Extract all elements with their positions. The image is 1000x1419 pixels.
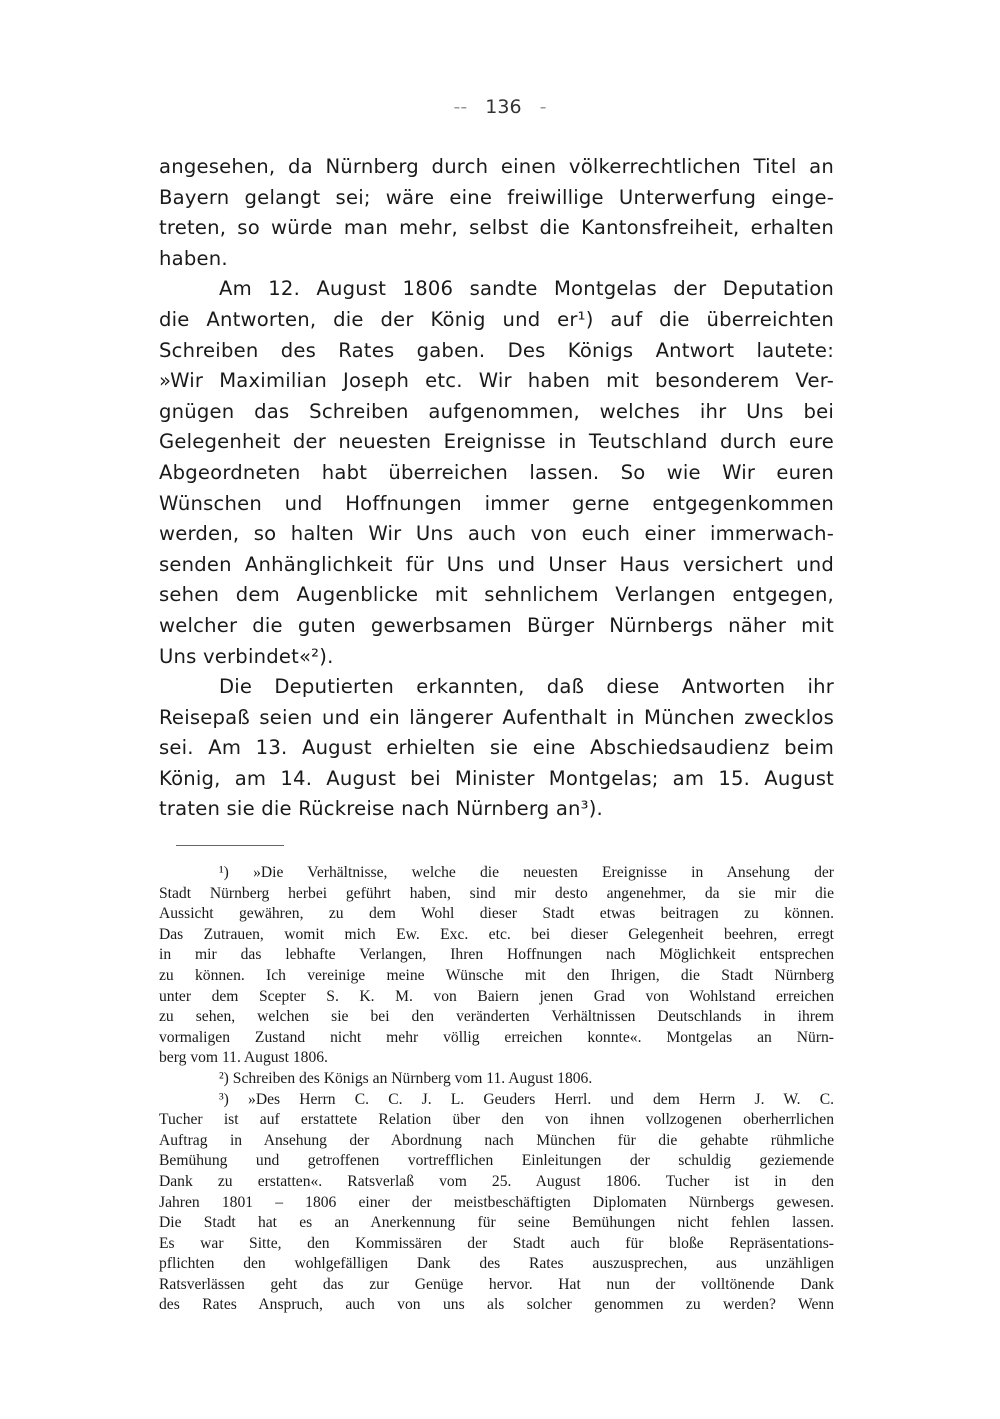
body-line: sehen dem Augenblicke mit sehnlichem Verlangen entgegen, — [159, 583, 834, 607]
body-line: senden Anhänglichkeit für Uns und Unser Haus versichert und — [159, 552, 834, 576]
body-line: sei. Am 13. August erhielten sie eine Abschiedsaudienz beim — [159, 736, 834, 760]
body-line: traten sie die Rückreise nach Nürnberg an³). — [159, 797, 603, 821]
body-line: Am 12. August 1806 sandte Montgelas der Deputation — [219, 277, 834, 301]
body-line: Gelegenheit der neuesten Ereignisse in Teutschland durch eure — [159, 430, 834, 454]
footnote-line: vormaligen Zustand nicht mehr völlig erreichen konnte«. Montgelas an Nürn- — [159, 1028, 834, 1046]
body-line: welcher die guten gewerbsamen Bürger Nürnbergs näher mit — [159, 613, 834, 637]
page-header — [0, 96, 1000, 118]
footnote-line: Stadt Nürnberg herbei geführt haben, sind mir desto angenehmer, da sie mir die — [159, 884, 834, 902]
body-line: »Wir Maximilian Joseph etc. Wir haben mit besonderem Ver- — [159, 369, 834, 393]
footnote-line: Das Zutrauen, womit mich Ew. Exc. etc. bei dieser Gelegenheit beehren, erregt — [159, 925, 834, 943]
body-line: die Antworten, die der König und er¹) auf die überreichten — [159, 307, 834, 331]
footnote-line: in mir das lebhafte Verlangen, Ihren Hoffnungen nach Möglichkeit entsprechen — [159, 946, 834, 964]
footnotes — [159, 863, 834, 1316]
footnote-line: zu können. Ich vereinige meine Wünsche mit den Ihrigen, die Stadt Nürnberg — [159, 966, 834, 984]
body-line: Wünschen und Hoffnungen immer gerne entgegenkommen — [159, 491, 834, 515]
footnote-line: berg vom 11. August 1806. — [159, 1049, 328, 1067]
body-line: Abgeordneten habt überreichen lassen. So wie Wir euren — [159, 460, 834, 484]
body-line: angesehen, da Nürnberg durch einen völkerrechtlichen Titel an — [159, 155, 834, 178]
footnote-separator — [176, 845, 284, 846]
footnote-line: zu sehen, welchen sie bei den veränderten Verhältnissen Deutschlands in ihrem — [159, 1008, 834, 1026]
body-line: gnügen das Schreiben aufgenommen, welches ihr Uns bei — [159, 399, 834, 423]
footnote-line: unter dem Scepter S. K. M. von Baiern jenen Grad von Wohlstand erreichen — [159, 987, 834, 1005]
body-text — [159, 152, 834, 825]
footnote-line: Jahren 1801 – 1806 einer der meistbeschäftigten Diplomaten Nürnbergs gewesen. — [159, 1193, 834, 1211]
footnote-line: Tucher ist auf erstattete Relation über den von ihnen vollzogenen oberherrlichen — [159, 1111, 834, 1129]
body-line: haben. — [159, 246, 228, 270]
footnote-line: Aussicht gewähren, zu dem Wohl dieser Stadt etwas beitragen zu können. — [159, 905, 834, 923]
body-line: König, am 14. August bei Minister Montgelas; am 15. August — [159, 766, 834, 790]
body-line: Bayern gelangt sei; wäre eine freiwillige Unterwerfung einge- — [159, 185, 834, 209]
footnote-line: ³) »Des Herrn C. C. J. L. Geuders Herrl. und dem Herrn J. W. C. — [219, 1090, 834, 1108]
footnote-line: Die Stadt hat es an Anerkennung für seine Bemühungen nicht fehlen lassen. — [159, 1214, 834, 1232]
body-line: werden, so halten Wir Uns auch von euch einer immerwach- — [159, 522, 834, 546]
footnote-line: Es war Sitte, den Kommissären der Stadt auch für bloße Repräsentations- — [159, 1234, 834, 1252]
header-dash-left: -- — [453, 96, 468, 118]
body-line: Schreiben des Rates gaben. Des Königs Antwort lautete: — [159, 338, 834, 362]
body-line: Uns verbindet«²). — [159, 644, 334, 668]
body-line: Die Deputierten erkannten, daß diese Antworten ihr — [219, 675, 834, 699]
footnote-line: des Rates Anspruch, auch von uns als solcher genommen zu werden? Wenn — [159, 1296, 834, 1314]
footnote-line: ²) Schreiben des Königs an Nürnberg vom 11. August 1806. — [219, 1069, 593, 1087]
header-dash-right: - — [539, 96, 547, 118]
footnote-line: Bemühung und getroffenen vortrefflichen Einleitungen der schuldig geziemende — [159, 1152, 834, 1170]
footnote-line: Dank zu erstatten«. Ratsverlaß vom 25. August 1806. Tucher ist in den — [159, 1172, 834, 1190]
page-number: 136 — [485, 96, 522, 118]
footnote-line: ¹) »Die Verhältnisse, welche die neuesten Ereignisse in Ansehung der — [219, 864, 834, 881]
body-line: Reisepaß seien und ein längerer Aufenthalt in München zwecklos — [159, 705, 834, 729]
body-line: treten, so würde man mehr, selbst die Kantonsfreiheit, erhalten — [159, 216, 834, 240]
footnote-line: Auftrag in Ansehung der Abordnung nach München für die gehabte rühmliche — [159, 1131, 834, 1149]
footnote-line: Ratsverlässen geht das zur Genüge hervor. Hat nun der volltönende Dank — [159, 1275, 834, 1293]
footnote-line: pflichten den wohlgefälligen Dank des Rates auszusprechen, aus unzähligen — [159, 1255, 834, 1273]
